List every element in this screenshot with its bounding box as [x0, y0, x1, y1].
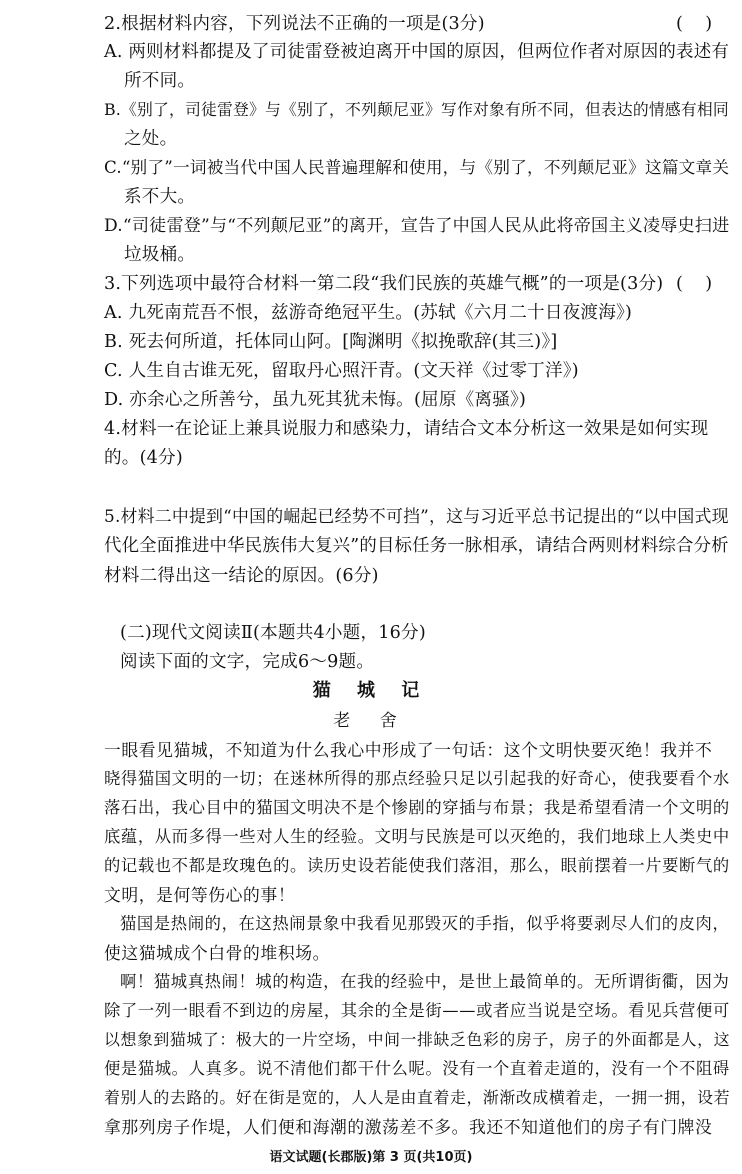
q2-option-a-cont: 所不同。	[124, 71, 196, 91]
article-line: 文明，是何等伤心的事！	[104, 885, 296, 905]
q2-option-b: B.《别了，司徒雷登》与《别了，不列颠尼亚》写作对象有所不同，但表达的情感有相同	[104, 100, 729, 119]
article-line: 猫国是热闹的，在这热闹景象中我看见那毁灭的手指，似乎将要剥尽人们的皮肉，	[120, 914, 730, 933]
q5-line-3: 材料二得出这一结论的原因。(6分)	[104, 566, 379, 586]
section-heading: (二)现代文阅读Ⅱ(本题共4小题，16分)	[120, 623, 426, 643]
article-author: 老 舍	[333, 711, 409, 731]
q2-option-c-cont: 系不大。	[124, 187, 196, 207]
q2-option-d-cont: 垃圾桶。	[124, 245, 196, 265]
q5-line-1: 5.材料二中提到“中国的崛起已经势不可挡”，这与习近平总书记提出的“以中国式现	[104, 506, 729, 526]
q2-option-d: D.“司徒雷登”与“不列颠尼亚”的离开，宣告了中国人民从此将帝国主义凌辱史扫进	[104, 216, 730, 236]
article-line: 着别人的去路的。好在街是宽的，人人是由直着走，渐渐改成横着走，一拥一拥，设若	[104, 1088, 731, 1107]
q3-option-c: C. 人生自古谁无死，留取丹心照汗青。(文天祥《过零丁洋》)	[104, 361, 579, 381]
q2-option-b-cont: 之处。	[124, 129, 178, 149]
q3-stem: 3.下列选项中最符合材料一第二段“我们民族的英雄气概”的一项是(3分)	[104, 274, 664, 294]
q2-option-a: A. 两则材料都提及了司徒雷登被迫离开中国的原因，但两位作者对原因的表述有	[104, 42, 730, 62]
q5-line-2: 代化全面推进中华民族伟大复兴”的目标任务一脉相承，请结合两则材料综合分析	[104, 536, 729, 556]
page-footer: 语文试题(长郡版)第 3 页(共10页)	[269, 1150, 473, 1165]
article-line: 一眼看见猫城，不知道为什么我心中形成了一句话：这个文明快要灭绝！我并不	[104, 740, 713, 760]
article-line: 除了一列一眼看不到边的房屋，其余的全是街——或者应当说是空场。看见兵营便可	[104, 1001, 730, 1020]
article-line: 使这猫城成个白骨的堆积场。	[104, 943, 330, 963]
article-line: 拿那列房子作堤，人们便和海潮的激荡差不多。我还不知道他们的房子有门牌没	[104, 1117, 713, 1137]
article-line: 底蕴，从而多得一些对人生的经验。文明与民族是可以灭绝的，我们地球上人类史中	[104, 827, 730, 846]
article-line: 的记载也不都是玫瑰色的。读历史设若能使我们落泪，那么，眼前摆着一片要断气的	[104, 856, 730, 875]
q3-option-a: A. 九死南荒吾不恨，兹游奇绝冠平生。(苏轼《六月二十日夜渡海》)	[104, 303, 633, 323]
article-title: 猫 城 记	[312, 680, 430, 701]
q4-line-2: 的。(4分)	[104, 448, 183, 468]
q2-answer-bracket: ( )	[676, 14, 713, 34]
article-line: 便是猫城。人真多。说不清他们都干什么呢。没有一个直着走道的，没有一个不阻碍	[104, 1059, 730, 1078]
q2-option-c: C.“别了”一词被当代中国人民普遍理解和使用，与《别了，不列颠尼亚》这篇文章关	[104, 158, 730, 177]
article-line: 啊！猫城真热闹！城的构造，在我的经验中，是世上最简单的。无所谓街衢，因为	[120, 972, 730, 991]
article-line: 以想象到猫城了：极大的一片空场，中间一排缺乏色彩的房子，房子的外面都是人，这	[104, 1030, 731, 1049]
article-line: 落石出，我心目中的猫国文明决不是个惨剧的穿插与布景；我是希望看清一个文明的	[104, 798, 730, 817]
section-instruction: 阅读下面的文字，完成6～9题。	[120, 652, 375, 672]
q3-option-d: D. 亦余心之所善兮，虽九死其犹未悔。(屈原《离骚》)	[104, 390, 527, 410]
q3-answer-bracket: ( )	[676, 274, 713, 294]
q3-option-b: B. 死去何所道，托体同山阿。[陶渊明《拟挽歌辞(其三)》]	[104, 332, 558, 352]
q2-stem: 2.根据材料内容，下列说法不正确的一项是(3分)	[104, 14, 485, 34]
article-line: 晓得猫国文明的一切；在迷林所得的那点经验只足以引起我的好奇心，使我要看个水	[104, 769, 730, 788]
q4-line-1: 4.材料一在论证上兼具说服力和感染力，请结合文本分析这一效果是如何实现	[104, 419, 709, 439]
